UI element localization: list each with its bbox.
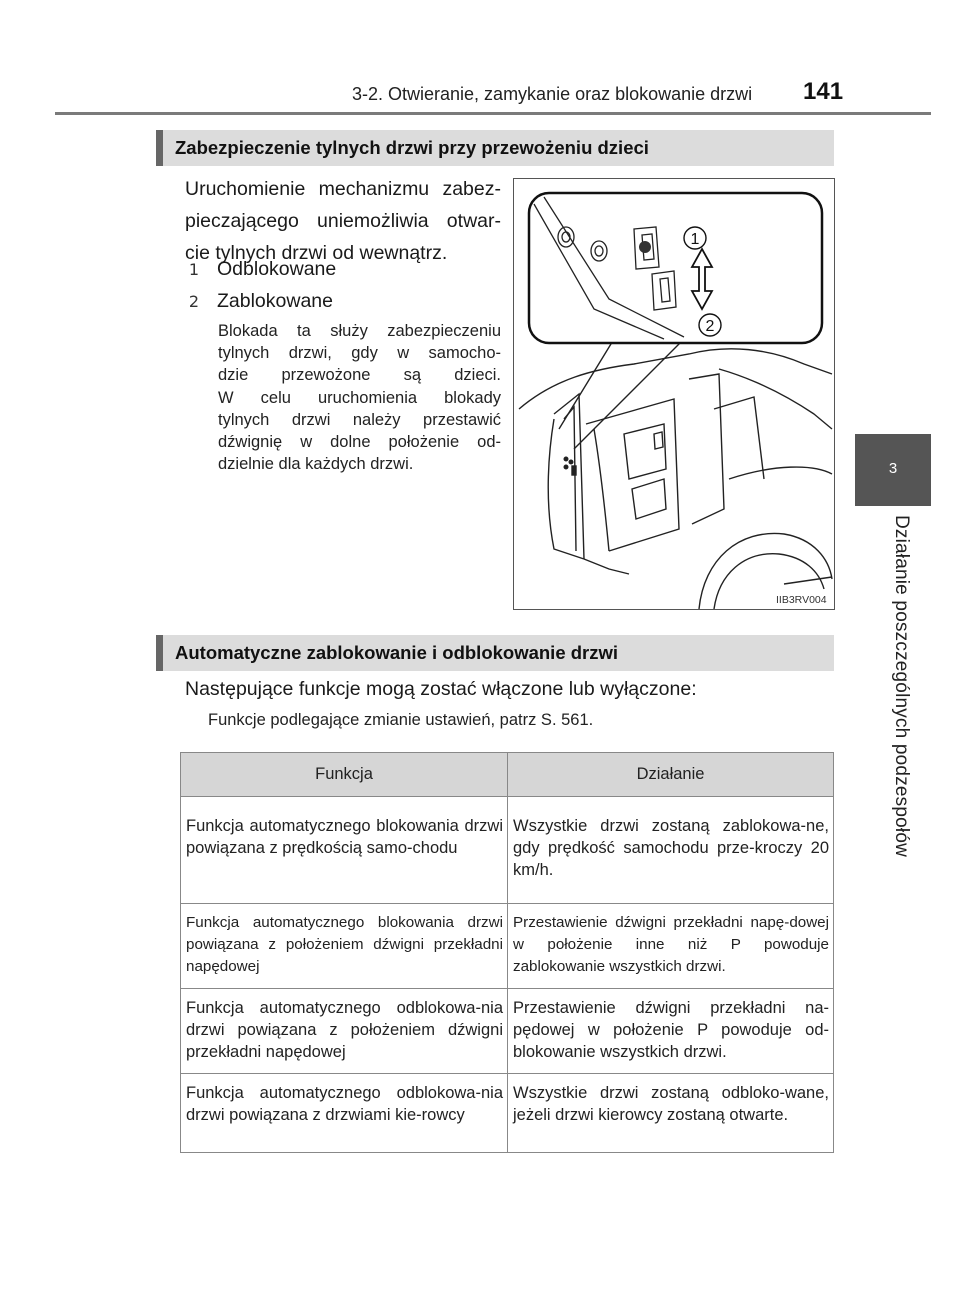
callout-2-label: 2 [705,318,715,335]
column-header-function: Funkcja [181,753,508,797]
section-heading-auto-lock: Automatyczne zablokowanie i odblokowanie drzwi [156,635,834,671]
table-cell: Przestawienie dźwigni przekładni napę-dowej w położenie inne niż P powoduje zablokowanie wszystkich drzwi. [508,904,834,989]
note-line: dzie przewożone są dzieci. [218,366,501,385]
intro-line: pieczającego uniemożliwia otwar- [185,210,501,232]
chapter-number: 3 [888,460,898,477]
section-lead-text: Następujące funkcje mogą zostać włączone lub wyłączone: [185,678,697,700]
item-label: Zablokowane [217,290,333,312]
table-header-row [181,753,834,797]
note-line: dźwignię w dolne położenie od- [218,433,501,452]
table-row [181,989,834,1074]
note-line: tylnych drzwi, gdy w samocho- [218,344,501,363]
item-label: Odblokowane [217,258,337,280]
table-row [181,797,834,904]
child-lock-note [218,320,501,475]
callout-1-label: 1 [690,231,700,248]
table-row [181,904,834,989]
page-number: 141 [803,78,844,105]
table-cell: Wszystkie drzwi zostaną odbloko-wane, jeżeli drzwi kierowcy zostaną otwarte. [508,1074,834,1153]
note-line: dzielnie dla każdych drzwi. [218,455,414,474]
table-cell: Przestawienie dźwigni przekładni na-pędowej w położenie P powoduje od-blokowanie wszystkich drzwi. [508,989,834,1074]
table-cell: Funkcja automatycznego odblokowa-nia drzwi powiązana z położeniem dźwigni przekładni napędowej [181,989,508,1074]
figure-code: IIB3RV004 [776,594,827,606]
running-header-section: 3-2. Otwieranie, zamykanie oraz blokowanie drzwi [352,84,753,104]
table-cell: Funkcja automatycznego blokowania drzwi powiązana z położeniem dźwigni przekładni napędowej [181,904,508,989]
child-lock-illustration [513,178,835,610]
item-number: 1 [188,260,200,279]
note-line: Blokada ta służy zabezpieczeniu [218,322,501,340]
table-cell: Funkcja automatycznego odblokowa-nia drzwi powiązana z drzwiami kie-rowcy [181,1074,508,1153]
table-row [181,1074,834,1153]
table-cell: Wszystkie drzwi zostaną zablokowa-ne, gdy prędkość samochodu prze-kroczy 20 km/h. [508,797,834,904]
intro-paragraph [185,173,501,269]
header-rule [55,112,931,115]
intro-line: Uruchomienie mechanizmu zabez- [185,178,501,200]
column-header-action: Działanie [508,753,834,797]
chapter-title: Działanie poszczególnych podzespołów [891,515,912,858]
section-heading-child-lock: Zabezpieczenie tylnych drzwi przy przewożeniu dzieci [156,130,834,166]
table-cell: Funkcja automatycznego blokowania drzwi powiązana z prędkością samo-chodu [181,797,508,904]
intro-line: cie tylnych drzwi od wewnątrz. [185,242,448,264]
list-item-locked [185,290,333,313]
item-number: 2 [188,292,200,311]
note-line: tylnych drzwi należy przestawić [218,410,501,429]
door-illustration [514,179,834,609]
settings-reference-note: Funkcje podlegające zmianie ustawień, patrz S. 561. [208,711,594,729]
list-item-unlocked [185,258,336,281]
functions-table [180,752,834,1153]
note-line: W celu uruchomienia blokady [218,388,501,407]
